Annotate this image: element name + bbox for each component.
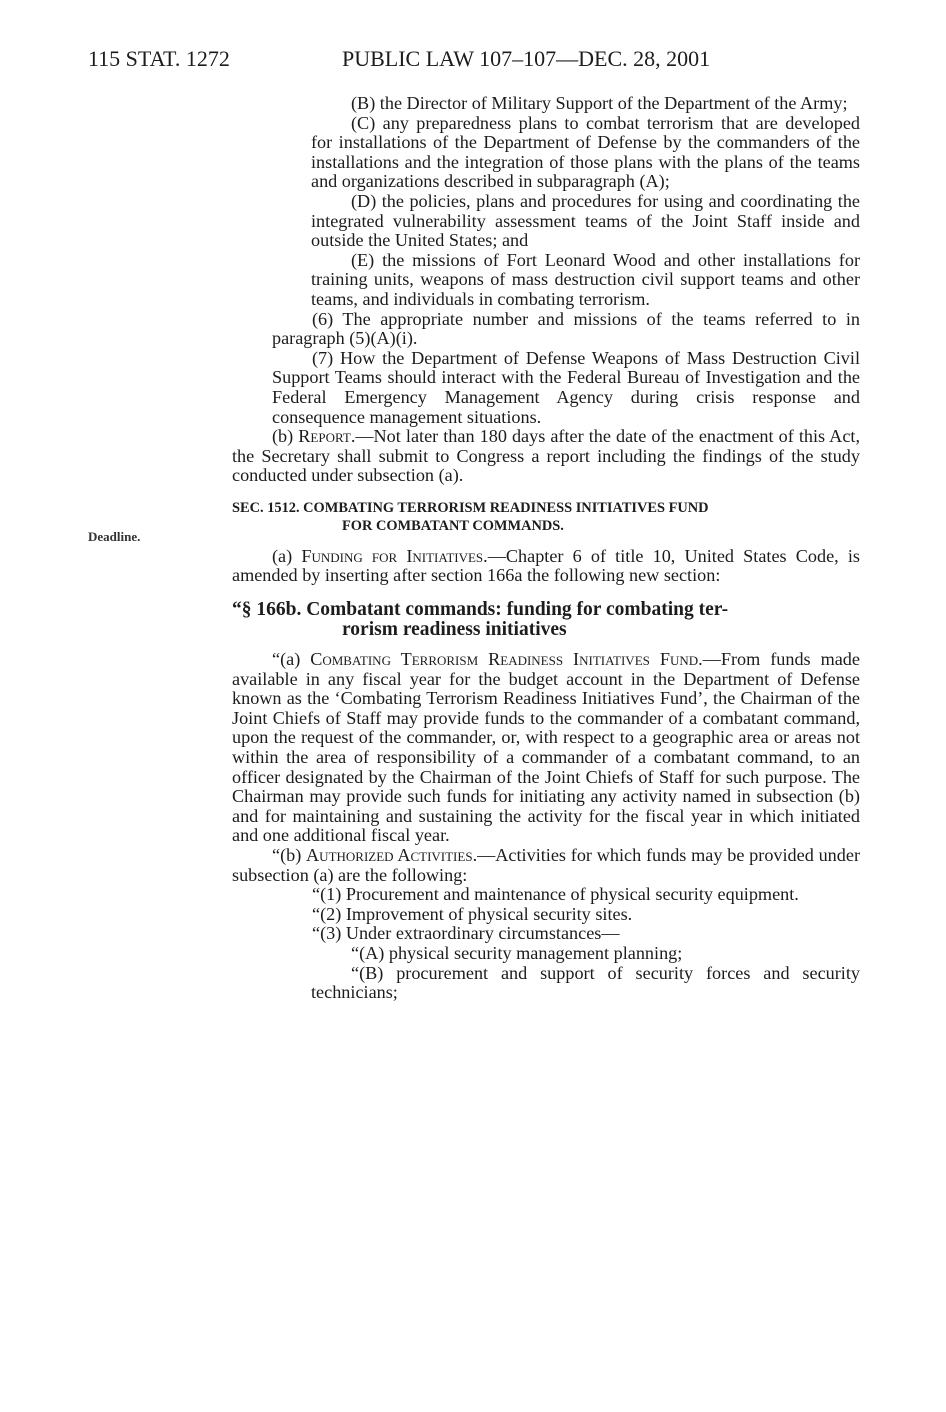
- paragraph-c-plans: (C) any preparedness plans to combat terrorism that are developed for installations of the Department of Defense by the commanders of the installations and the integration of those plans with the plans of the teams and organizations described in subparagraph (A);: [311, 112, 860, 192]
- quoted-subsection-b-heading: Authorized Activities: [306, 845, 473, 865]
- section-166b-title-line1: “§ 166b. Combatant commands: funding for combating ter-: [232, 599, 729, 621]
- subsection-a-text: .—Chapter 6 of title 10, United States Code, is amended by inserting after section 166a the following new section:: [232, 545, 860, 586]
- subsection-a-prefix: (a): [272, 545, 302, 566]
- public-law-running-head: PUBLIC LAW 107–107—DEC. 28, 2001: [342, 46, 711, 71]
- subsection-b-report: [232, 427, 860, 486]
- paragraph-e-missions: (E) the missions of Fort Leonard Wood and other installations for training units, weapons of mass destruction civil support teams and other teams, and individuals in combating terrorism.: [311, 249, 860, 309]
- section-166b-title: [232, 600, 860, 640]
- quoted-paragraph-3: “(3) Under extraordinary circumstances—: [312, 923, 620, 944]
- section-1512-heading-line1: SEC. 1512. COMBATING TERRORISM READINESS INITIATIVES FUND: [232, 499, 709, 516]
- subsection-b-text: .—Not later than 180 days after the date of the enactment of this Act, the Secretary shall submit to Congress a report including the findings of the study conducted under subsection (a).: [232, 426, 860, 486]
- quoted-subsection-a-text: .—From funds made available in any fiscal year for the budget account in the Department of Defense known as the ‘Combating Terrorism Readiness Initiatives Fund’, the Chairman of the Joint Chiefs of Staff may provide funds to the commander of a combatant command, upon the request of the commander, or, with respect to a geographic area or areas not within the area of responsibility of a commander of a combatant command, to an officer designated by the Chairman of the Joint Chiefs of Staff for such purpose. The Chairman may provide such funds for initiating any activity named in subsection (b) and for maintaining and sustaining the activity for the fiscal year in which initiated and one additional fiscal year.: [232, 649, 860, 846]
- quoted-subsection-b: [232, 846, 860, 885]
- margin-note-deadline: Deadline.: [88, 529, 141, 544]
- section-166b-title-line2: rorism readiness initiatives: [342, 619, 567, 641]
- quoted-subsection-a-heading: Combating Terrorism Readiness Initiatives Fund: [310, 649, 699, 670]
- paragraph-6: (6) The appropriate number and missions of the teams referred to in paragraph (5)(A)(i).: [272, 308, 860, 349]
- statute-page-reference: 115 STAT. 1272: [88, 46, 230, 71]
- paragraph-7: (7) How the Department of Defense Weapons of Mass Destruction Civil Support Teams should interact with the Federal Bureau of Investigation and the Federal Emergency Management Agency during crisis response and consequence management situations.: [272, 347, 860, 427]
- quoted-subsection-a: [232, 650, 860, 846]
- quoted-subparagraph-b: “(B) procurement and support of security forces and security technicians;: [311, 962, 860, 1003]
- quoted-subsection-b-prefix: “(b): [272, 845, 307, 865]
- subsection-b-prefix: (b): [272, 426, 299, 447]
- quoted-subparagraph-a: “(A) physical security management planning;: [351, 942, 683, 963]
- quoted-paragraph-1: “(1) Procurement and maintenance of physical security equipment.: [312, 884, 799, 905]
- section-1512-heading-line2: FOR COMBATANT COMMANDS.: [342, 517, 564, 534]
- page-body: [232, 94, 860, 1003]
- subsection-a-funding: [232, 547, 860, 586]
- quoted-subsection-b-text: .—Activities for which funds may be provided under subsection (a) are the following:: [232, 845, 860, 885]
- quoted-paragraph-2: “(2) Improvement of physical security sites.: [312, 903, 633, 924]
- subsection-a-heading: Funding for Initiatives: [301, 545, 484, 566]
- page-header: [88, 44, 868, 74]
- paragraph-d-policies: (D) the policies, plans and procedures for using and coordinating the integrated vulnerability assessment teams of the Joint Staff inside and outside the United States; and: [311, 190, 860, 251]
- subsection-b-heading: Report: [298, 426, 351, 447]
- paragraph-b-director: (B) the Director of Military Support of the Department of the Army;: [351, 93, 848, 113]
- quoted-subsection-a-prefix: “(a): [272, 649, 311, 670]
- section-1512-heading: [232, 499, 860, 535]
